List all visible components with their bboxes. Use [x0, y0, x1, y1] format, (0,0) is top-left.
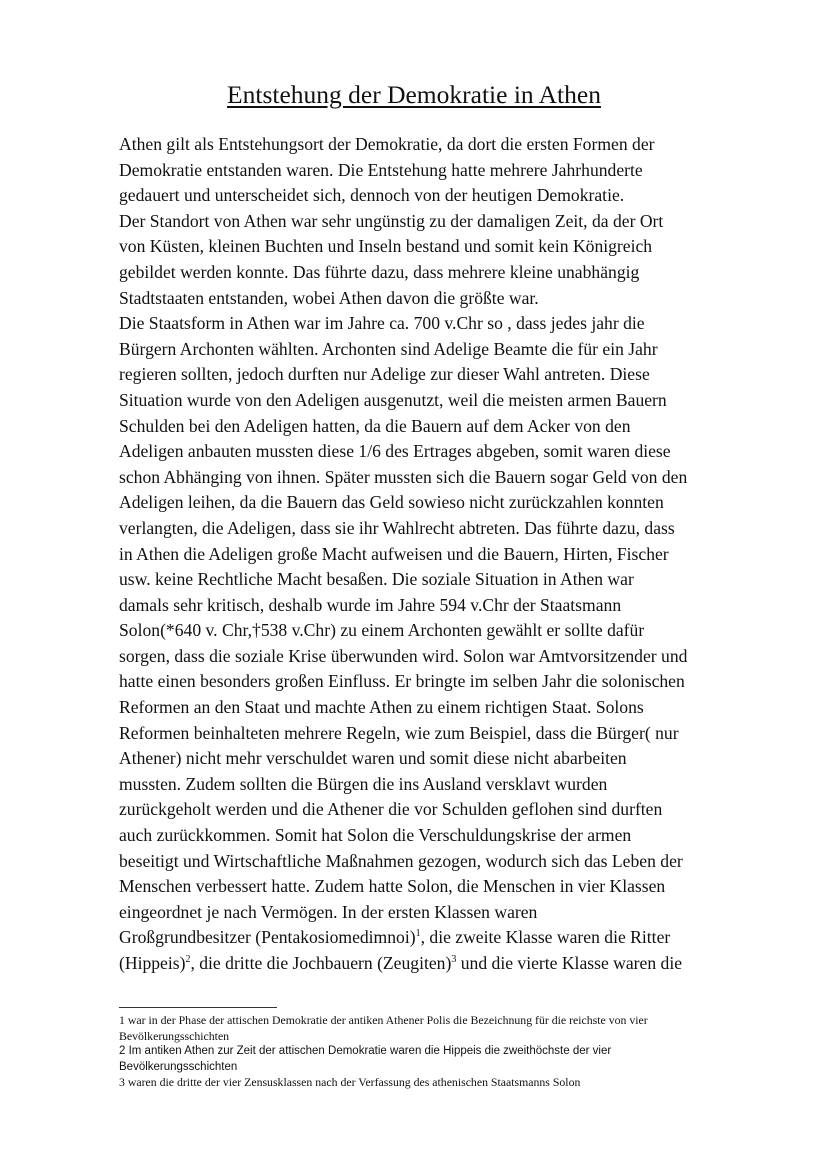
- body-line-with-footnotes-2-3: [119, 951, 749, 977]
- body-line: mussten. Zudem sollten die Bürgen die ins Ausland versklavt wurden: [119, 773, 608, 794]
- body-line: Der Standort von Athen war sehr ungünstig zu der damaligen Zeit, da der Ort: [119, 210, 664, 231]
- body-line: gedauert und unterscheidet sich, dennoch von der heutigen Demokratie.: [119, 185, 625, 206]
- body-line: von Küsten, kleinen Buchten und Inseln bestand und somit kein Königreich: [119, 236, 653, 257]
- body-line: Menschen verbessert hatte. Zudem hatte Solon, die Menschen in vier Klassen: [119, 876, 666, 897]
- body-line: usw. keine Rechtliche Macht besaßen. Die soziale Situation in Athen war: [119, 569, 634, 590]
- body-line: in Athen die Adeligen große Macht aufweisen und die Bauern, Hirten, Fischer: [119, 543, 669, 564]
- body-line: eingeordnet je nach Vermögen. In der ersten Klassen waren: [119, 901, 538, 922]
- body-line: zurückgeholt werden und die Athener die vor Schulden geflohen sind durften: [119, 799, 663, 820]
- line-text: , die zweite Klasse waren die Ritter: [420, 927, 671, 948]
- body-line: schon Abhänging von ihnen. Später mussten sich die Bauern sogar Geld von den: [119, 466, 688, 487]
- body-line: Schulden bei den Adeligen hatten, da die Bauern auf dem Acker von den: [119, 415, 631, 436]
- body-line: Solon(*640 v. Chr,†538 v.Chr) zu einem Archonten gewählt er sollte dafür: [119, 620, 645, 641]
- body-line: Athen gilt als Entstehungsort der Demokratie, da dort die ersten Formen der: [119, 134, 655, 154]
- footnote-ref-3: 3: [451, 954, 457, 966]
- body-line: Demokratie entstanden waren. Die Entstehung hatte mehrere Jahrhunderte: [119, 159, 643, 180]
- body-line: verlangten, die Adeligen, dass sie ihr Wahlrecht abtreten. Das führte dazu, dass: [119, 517, 675, 538]
- body-line: hatte einen besonders großen Einfluss. Er bringte im selben Jahr die solonischen: [119, 671, 685, 692]
- body-line: Stadtstaaten entstanden, wobei Athen davon die größte war.: [119, 287, 539, 308]
- footnote-1: 1 war in der Phase der attischen Demokratie der antiken Athener Polis die Bezeichnung für die reichste von vier: [119, 1013, 648, 1027]
- footnote-2-continued: Bevölkerungsschichten: [119, 1060, 238, 1073]
- body-line: Athener) nicht mehr verschuldet waren und somit diese nicht abarbeiten: [119, 748, 627, 769]
- line-text: (Hippeis): [119, 953, 186, 973]
- footnotes: [119, 1013, 759, 1091]
- line-text: und die vierte Klasse waren die: [456, 953, 683, 973]
- body-line: Adeligen anbauten mussten diese 1/6 des Ertrages abgeben, somit waren diese: [119, 441, 671, 462]
- document-body: [119, 132, 749, 977]
- body-line: sorgen, dass die soziale Krise überwunden wird. Solon war Amtvorsitzender und: [119, 645, 688, 666]
- document-title: Entstehung der Demokratie in Athen: [227, 80, 601, 109]
- body-line: Reformen an den Staat und machte Athen zu einem richtigen Staat. Solons: [119, 697, 644, 718]
- footnote-ref-1: 1: [415, 928, 421, 940]
- body-line: regieren sollten, jedoch durften nur Adelige zur dieser Wahl antreten. Diese: [119, 364, 650, 385]
- body-line: Adeligen leihen, da die Bauern das Geld sowieso nicht zurückzahlen konnten: [119, 492, 664, 513]
- body-line: gebildet werden konnte. Das führte dazu, dass mehrere kleine unabhängig: [119, 261, 640, 282]
- line-text: , die dritte die Jochbauern (Zeugiten): [190, 953, 452, 973]
- body-line: damals sehr kritisch, deshalb wurde im Jahre 594 v.Chr der Staatsmann: [119, 594, 622, 615]
- footnote-3: 3 waren die dritte der vier Zensusklassen nach der Verfassung des athenischen Staatsmanns Solon: [119, 1075, 581, 1090]
- body-line: Situation wurde von den Adeligen ausgenutzt, weil die meisten armen Bauern: [119, 389, 667, 410]
- body-line: Reformen beinhalteten mehrere Regeln, wie zum Beispiel, dass die Bürger( nur: [119, 722, 679, 743]
- body-line: Bürgern Archonten wählten. Archonten sind Adelige Beamte die für ein Jahr: [119, 338, 658, 359]
- body-line: Die Staatsform in Athen war im Jahre ca. 700 v.Chr so , dass jedes jahr die: [119, 313, 645, 334]
- line-text: Großgrundbesitzer (Pentakosiomedimnoi): [119, 927, 416, 948]
- body-line-with-footnote-1: [119, 925, 749, 951]
- footnote-1-continued: Bevölkerungsschichten: [119, 1028, 230, 1043]
- footnote-ref-2: 2: [185, 954, 191, 966]
- body-line: auch zurückkommen. Somit hat Solon die Verschuldungskrise der armen: [119, 825, 632, 846]
- footnote-2: 2 Im antiken Athen zur Zeit der attischen Demokratie waren die Hippeis die zweithöchste der vier: [119, 1045, 612, 1058]
- body-line: beseitigt und Wirtschaftliche Maßnahmen gezogen, wodurch sich das Leben der: [119, 850, 683, 871]
- footnote-separator: [119, 1007, 277, 1008]
